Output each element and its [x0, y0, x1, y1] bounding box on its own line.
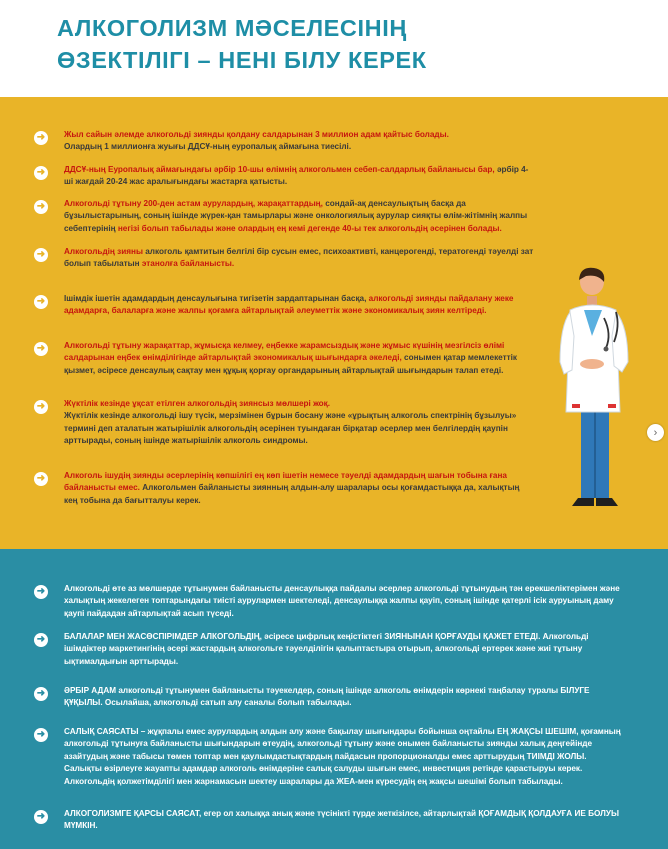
arrow-right-icon: ➜	[34, 810, 48, 824]
arrow-right-icon: ➜	[34, 131, 48, 145]
highlight-text: ДДСҰ-ның Еуропалық аймағындағы әрбір 10-шы өлімнің алкогольмен себеп-салдарлық байланысы бар,	[64, 165, 495, 174]
arrow-right-icon: ➜	[34, 248, 48, 262]
list-item	[34, 470, 534, 507]
body-text: Алкогольмен байланысты зиянның алдын-алу шаралары осы қоғамдастыққа да, халықтың кең тобына да бағытталуы керек.	[64, 483, 520, 505]
highlight-text: Алкогольді тұтыну 200-ден астам аурулардың, жарақаттардың,	[64, 199, 323, 208]
list-item	[34, 583, 624, 620]
highlight-text: Жүктілік кезінде ұқсат етілген алкогольдің зиянсыз мөлшері жоқ.	[64, 399, 331, 408]
arrow-right-icon: ➜	[34, 200, 48, 214]
arrow-right-icon: ➜	[34, 342, 48, 356]
next-slide-button[interactable]	[647, 424, 664, 441]
arrow-right-icon: ➜	[34, 166, 48, 180]
body-text: Олардың 1 миллионға жуығы ДДСҰ-ның еуропалық аймағына тиесілі.	[64, 142, 352, 152]
highlight-text: Алкоголь ішудің зиянды әсерлерінің көпшілігі ең көп ішетін немесе тәуелді адамдардың шағын тобына ғана байланысты емес.	[64, 471, 507, 493]
list-item	[34, 398, 534, 448]
arrow-right-icon: ➜	[34, 633, 48, 647]
arrow-right-icon: ➜	[34, 472, 48, 486]
arrow-right-icon: ➜	[34, 295, 48, 309]
body-text: Жүктілік кезінде алкогольді ішу түсік, мерзімінен бұрын босану және «ұрықтың алкоголь спектрінің бұзылуы» термині деп аталатын жатырішілік алкогольдің әсерінен туындаған бірқатар әсерлер мен белгілердің қаупін арттырады, соның ішінде жатырішілік алкоголь синдромы.	[64, 411, 517, 446]
list-item	[34, 726, 624, 788]
body-text: САЛЫҚ САЯСАТЫ – жұқпалы емес аурулардың алдын алу және бақылау шығындары бойынша оңтайлы ЕҢ ЖАҚСЫ ШЕШІМ, қоғамның алкогольді тұтынуға байланысты шығындарын өтеудің, алкогольді тұтыну және онымен байланысты зиянды халық деңгейінде азайтудың және табысы төмен топтар мен қаулымдастықтардың пайдасын пропорционалды емес арттырудың ТИІМДІ ЖОЛЫ. Салықты өзірлеуге жауапты адамдар алкоголь өнімдеріне салық салуды шығын емес, инвестиция ретінде қарастыруы керек. Алкогольдің қолжетімділігі мен жарнамасын шектеу шаралары да ЖЕА-мен күресудің ең жақсы шешімі болып табылады.	[64, 727, 621, 786]
highlight-text: негізі болып табылады және олардың ең кемі дегенде 40-ы тек алкогольдің әсерінен болады.	[117, 223, 502, 233]
chevron-right-icon: ›	[653, 426, 658, 439]
doctor-illustration	[556, 266, 642, 512]
title-line-1: АЛКОГОЛИЗМ МӘСЕЛЕСІНІҢ	[57, 15, 407, 41]
highlight-text: Алкогольді тұтыну жарақаттар, жұмысқа келмеу, еңбекке жарамсыздық және жұмыс күшінің мезгілсіз өлімі салдарынан еңбек өнімділігінде айтарлықтай экономикалық шығындарға әкеледі,	[64, 341, 505, 363]
list-item	[34, 340, 534, 377]
list-item	[34, 685, 624, 710]
body-text: ӘРБІР АДАМ алкогольді тұтынумен байланысты тәуекелдер, соның ішінде алкоголь өнімдерін көрнекі таңбалау туралы БІЛУГЕ ҚҰҚЫЛЫ. Осылайша, алкогольді сатып алу саналы болып табылады.	[64, 686, 590, 708]
list-item	[34, 198, 534, 235]
list-item	[34, 129, 534, 154]
list-item	[34, 164, 534, 189]
teal-section	[0, 549, 668, 849]
highlight-text: этанолға байланысты.	[141, 259, 235, 269]
highlight-text: Алкогольдің зияны	[64, 247, 143, 256]
body-text: АЛКОГОЛИЗМГЕ ҚАРСЫ САЯСАТ, егер ол халыққа анық және түсінікті түрде жеткізілсе, айтарлықтай ҚОҒАМДЫҚ ҚОЛДАУҒА ИЕ БОЛУЫ МҮМКІН.	[64, 809, 620, 831]
list-item	[34, 808, 624, 833]
highlight-text: алкогольді зиянды пайдалану жеке адамдарға, балаларға және жалпы қоғамға айтарлықтай әлеуметтік және экономикалық зиян келтіреді.	[64, 294, 514, 316]
arrow-right-icon: ➜	[34, 585, 48, 599]
list-item	[34, 293, 534, 318]
list-item	[34, 631, 624, 668]
arrow-right-icon: ➜	[34, 687, 48, 701]
list-item	[34, 246, 534, 271]
body-text: БАЛАЛАР МЕН ЖАСӨСПІРІМДЕР АЛКОГОЛЬДІҢ, әсіресе цифрлық кеңістіктегі ЗИЯНЫНАН ҚОРҒАУДЫ ҚАЖЕТ ЕТЕДІ. Алкогольді ішімдіктер маркетингінің әсері жастардың алкогольге тәуелділігін қалыптастыра отырып, алкогольді ертерек және жиі тұтыну ықтималдығын арттырады.	[64, 632, 589, 666]
page-title	[57, 12, 577, 76]
body-text: Ішімдік ішетін адамдардың денсаулығына тигізетін зардаптарынан басқа,	[64, 294, 367, 303]
title-line-2: ӨЗЕКТІЛІГІ – НЕНІ БІЛУ КЕРЕК	[57, 47, 427, 73]
body-text: алкоголь қамтитын белгілі бір сусын емес, психоактивті, канцерогенді, тератогенді тәуелді зат болып табылатын	[64, 247, 534, 269]
arrow-right-icon: ➜	[34, 400, 48, 414]
body-text: сонымен қатар мемлекеттік қызмет, әсіресе денсаулық сақтау мен құқық қорғау органдарының айтарлықтай шығындарын талап етеді.	[64, 353, 518, 375]
body-text: сондай-ақ денсаулықтың басқа да бұзылыстарының, соның ішінде жүрек-қан тамырлары және онкологиялық аурулар сияқты өлім-жітімнің жалпы себептерінің	[64, 199, 528, 233]
highlight-text: Жыл сайын әлемде алкогольді зиянды қолдану салдарынан 3 миллион адам қайтыс болады.	[64, 130, 449, 139]
body-text: Алкогольді өте аз мөлшерде тұтынумен байланысты денсаулыққа пайдалы әсерлер алкогольді тұтынудың тән ерекшеліктерімен және халықтың жекелеген топтарындағы тиісті аурулармен шектеледі, денсаулыққа жалпы қауіп, соның ішінде қатерлі ісік ауруының даму қаупі пайдадан айтарлықтай асып түседі.	[64, 584, 620, 618]
arrow-right-icon: ➜	[34, 728, 48, 742]
body-text: әрбір 4-ші жағдай 20-24 жас аралығындағы жастарға қатысты.	[64, 165, 529, 187]
